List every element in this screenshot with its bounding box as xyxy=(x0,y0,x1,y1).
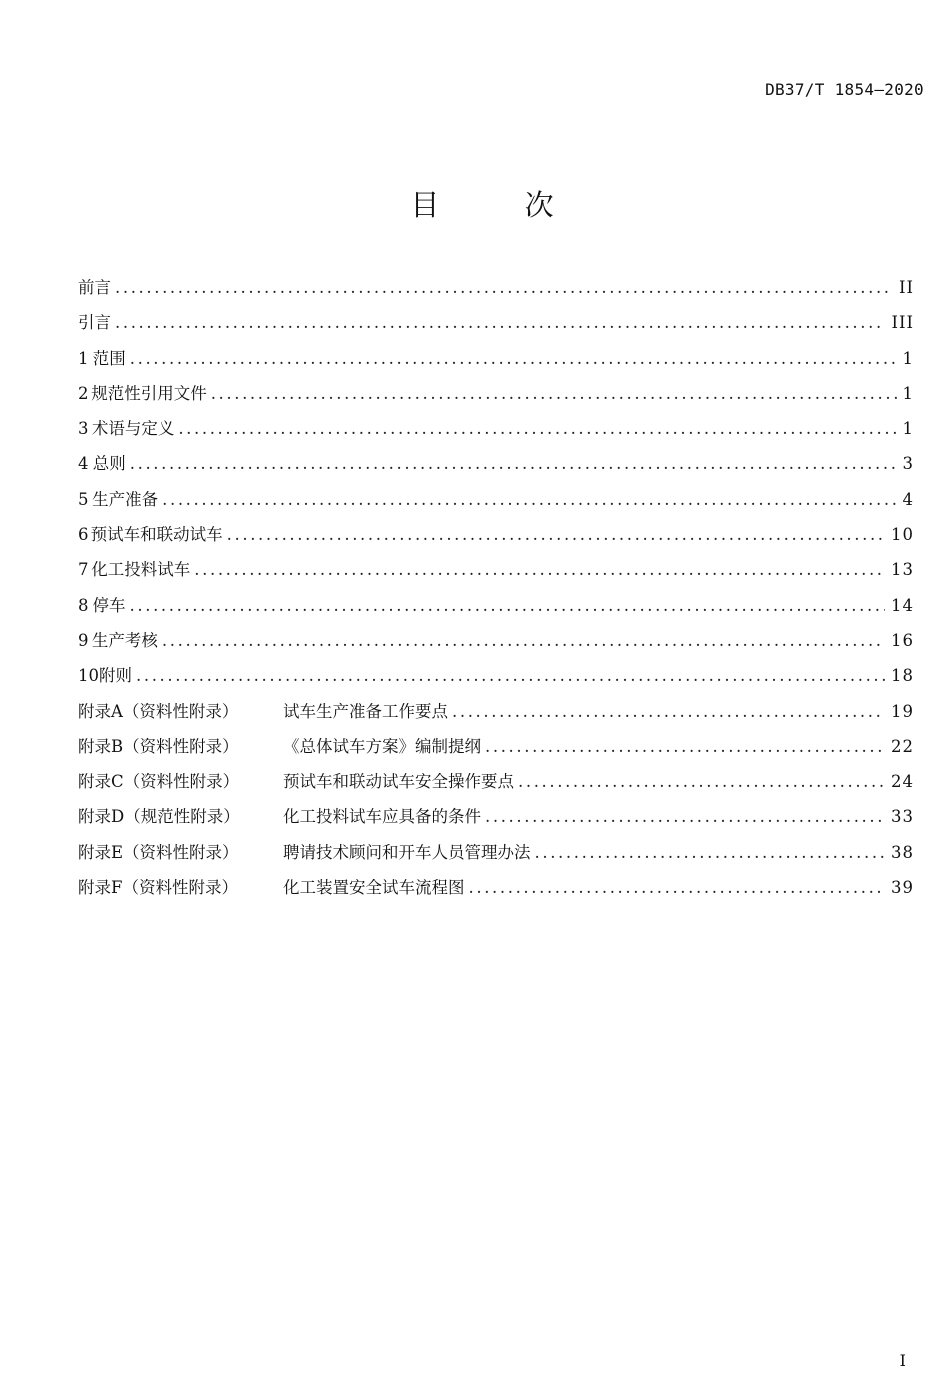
toc-leader-dots xyxy=(485,799,885,834)
toc-entry-page: 13 xyxy=(891,560,914,580)
toc-entry-section-7[interactable] xyxy=(78,552,914,587)
toc-entry-label: 生产考核 xyxy=(91,630,158,650)
toc-entry-label: 试车生产准备工作要点 xyxy=(283,701,448,721)
toc-entry-section-10[interactable] xyxy=(78,658,914,693)
toc-entry-number: 5 xyxy=(78,489,89,509)
toc-entry-page: 14 xyxy=(891,595,914,615)
toc-leader-dots xyxy=(115,305,885,340)
toc-entry-page: 1 xyxy=(902,348,914,368)
toc-leader-dots xyxy=(130,341,897,376)
toc-entry-section-6[interactable] xyxy=(78,517,914,552)
toc-leader-dots xyxy=(452,694,885,729)
toc-entry-section-5[interactable] xyxy=(78,482,914,517)
toc-entry-label: 引言 xyxy=(78,313,111,333)
toc-leader-dots xyxy=(130,588,885,623)
toc-entry-label: 聘请技术顾问和开车人员管理办法 xyxy=(283,842,531,862)
toc-leader-dots xyxy=(162,623,885,658)
toc-entry-section-2[interactable] xyxy=(78,376,914,411)
toc-entry-number: 1 xyxy=(78,348,89,368)
toc-entry-appendix-b[interactable] xyxy=(78,729,914,764)
toc-entry-label: 《总体试车方案》编制提纲 xyxy=(283,736,481,756)
toc-entry-label: 生产准备 xyxy=(92,489,159,509)
toc-entry-number: 8 xyxy=(78,595,89,615)
toc-entry-number: 3 xyxy=(78,419,89,439)
toc-entry-introduction[interactable] xyxy=(78,305,914,340)
toc-entry-section-9[interactable] xyxy=(78,623,914,658)
toc-leader-dots xyxy=(178,411,896,446)
toc-entry-page: II xyxy=(898,278,914,297)
toc-entry-label: 术语与定义 xyxy=(91,419,175,439)
toc-entry-appendix-d[interactable] xyxy=(78,799,914,834)
toc-entry-appendix-e[interactable] xyxy=(78,835,914,870)
page-number: I xyxy=(899,1351,906,1370)
toc-leader-dots xyxy=(469,870,886,905)
toc-appendix-id: 附录D（规范性附录） xyxy=(78,807,240,827)
toc-entry-page: III xyxy=(891,313,914,333)
toc-leader-dots xyxy=(136,658,885,693)
toc-appendix-id: 附录B（资料性附录） xyxy=(78,736,239,756)
toc-entry-section-8[interactable] xyxy=(78,588,914,623)
toc-entry-page: 33 xyxy=(891,807,914,827)
toc-entry-section-4[interactable] xyxy=(78,446,914,481)
toc-entry-appendix-f[interactable] xyxy=(78,870,914,905)
toc-entry-page: 4 xyxy=(902,489,914,509)
toc-appendix-id: 附录A（资料性附录） xyxy=(78,701,239,721)
toc-entry-label: 化工投料试车 xyxy=(91,560,191,580)
toc-entry-number: 6 xyxy=(78,525,89,545)
toc-entry-label: 化工投料试车应具备的条件 xyxy=(283,807,481,827)
toc-entry-foreword[interactable] xyxy=(78,270,914,305)
toc-leader-dots xyxy=(485,729,885,764)
toc-entry-appendix-c[interactable] xyxy=(78,764,914,799)
toc-leader-dots xyxy=(130,446,897,481)
toc-entry-label: 化工装置安全试车流程图 xyxy=(283,878,465,898)
toc-entry-page: 1 xyxy=(902,383,914,403)
toc-entry-page: 3 xyxy=(902,454,914,474)
toc-entry-page: 38 xyxy=(891,842,914,862)
toc-entry-section-1[interactable] xyxy=(78,341,914,376)
toc-leader-dots xyxy=(115,270,893,305)
toc-entry-label: 前言 xyxy=(78,278,111,297)
toc-appendix-id: 附录E（资料性附录） xyxy=(78,842,239,862)
toc-leader-dots xyxy=(194,552,885,587)
toc-appendix-id: 附录F（资料性附录） xyxy=(78,878,238,898)
table-of-contents xyxy=(78,270,914,905)
toc-entry-page: 18 xyxy=(891,666,914,686)
toc-entry-number: 4 xyxy=(78,454,89,474)
toc-entry-label: 范围 xyxy=(92,348,126,368)
toc-appendix-id: 附录C（资料性附录） xyxy=(78,772,240,792)
toc-leader-dots xyxy=(162,482,896,517)
page-title: 目 次 xyxy=(410,188,592,222)
toc-entry-number: 10 xyxy=(78,666,99,686)
toc-entry-number: 7 xyxy=(78,560,89,580)
toc-entry-appendix-a[interactable] xyxy=(78,694,914,729)
toc-leader-dots xyxy=(535,835,886,870)
toc-entry-label: 预试车和联动试车 xyxy=(90,525,223,545)
toc-entry-page: 10 xyxy=(891,525,914,545)
toc-entry-page: 39 xyxy=(891,878,914,898)
toc-entry-label: 停车 xyxy=(92,595,126,615)
toc-entry-label: 附则 xyxy=(99,666,132,686)
toc-entry-label: 规范性引用文件 xyxy=(91,383,207,403)
toc-leader-dots xyxy=(211,376,897,411)
toc-entry-page: 1 xyxy=(902,419,914,439)
toc-entry-label: 总则 xyxy=(92,454,126,474)
toc-entry-page: 24 xyxy=(891,772,914,792)
toc-entry-page: 19 xyxy=(891,701,914,721)
toc-entry-label: 预试车和联动试车安全操作要点 xyxy=(283,772,514,792)
toc-leader-dots xyxy=(227,517,885,552)
standard-code: DB37/T 1854—2020 xyxy=(765,80,924,99)
toc-entry-page: 16 xyxy=(891,630,914,650)
toc-entry-number: 2 xyxy=(78,383,89,403)
toc-entry-number: 9 xyxy=(78,630,89,650)
toc-leader-dots xyxy=(518,764,885,799)
toc-entry-page: 22 xyxy=(891,736,914,756)
toc-entry-section-3[interactable] xyxy=(78,411,914,446)
